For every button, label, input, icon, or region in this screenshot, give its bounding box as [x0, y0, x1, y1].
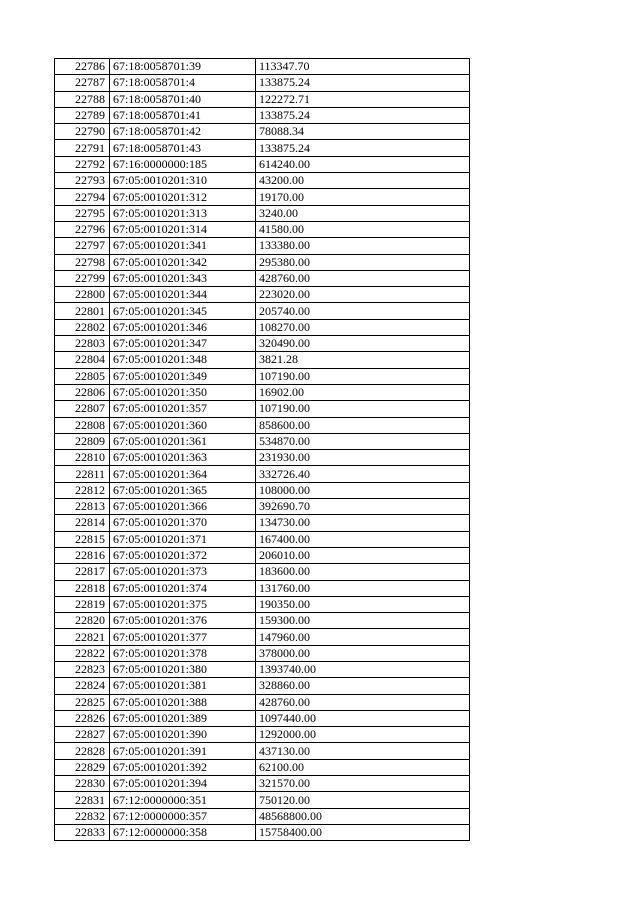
- value-cell: 614240.00: [256, 156, 470, 172]
- row-number-cell: 22813: [55, 499, 110, 515]
- cadastral-number-cell: 67:05:0010201:310: [110, 173, 256, 189]
- table-row: [55, 173, 470, 189]
- value-cell: 147960.00: [256, 629, 470, 645]
- cadastral-number-cell: 67:05:0010201:350: [110, 384, 256, 400]
- row-number-cell: 22792: [55, 156, 110, 172]
- table-row: [55, 124, 470, 140]
- value-cell: 858600.00: [256, 417, 470, 433]
- value-cell: 392690.70: [256, 499, 470, 515]
- value-cell: 321570.00: [256, 776, 470, 792]
- value-cell: 428760.00: [256, 270, 470, 286]
- table-row: [55, 792, 470, 808]
- row-number-cell: 22812: [55, 482, 110, 498]
- row-number-cell: 22796: [55, 221, 110, 237]
- table-row: [55, 433, 470, 449]
- value-cell: 328860.00: [256, 678, 470, 694]
- cadastral-number-cell: 67:05:0010201:381: [110, 678, 256, 694]
- row-number-cell: 22800: [55, 287, 110, 303]
- cadastral-number-cell: 67:18:0058701:40: [110, 91, 256, 107]
- row-number-cell: 22825: [55, 694, 110, 710]
- row-number-cell: 22809: [55, 433, 110, 449]
- row-number-cell: 22794: [55, 189, 110, 205]
- row-number-cell: 22833: [55, 824, 110, 840]
- row-number-cell: 22814: [55, 515, 110, 531]
- cadastral-number-cell: 67:05:0010201:365: [110, 482, 256, 498]
- cadastral-number-cell: 67:05:0010201:347: [110, 336, 256, 352]
- table-row: [55, 547, 470, 563]
- cadastral-number-cell: 67:05:0010201:357: [110, 401, 256, 417]
- row-number-cell: 22816: [55, 547, 110, 563]
- cadastral-number-cell: 67:12:0000000:357: [110, 808, 256, 824]
- table-row: [55, 384, 470, 400]
- table-row: [55, 466, 470, 482]
- row-number-cell: 22811: [55, 466, 110, 482]
- row-number-cell: 22789: [55, 107, 110, 123]
- value-cell: 133875.24: [256, 140, 470, 156]
- cadastral-number-cell: 67:05:0010201:364: [110, 466, 256, 482]
- row-number-cell: 22797: [55, 238, 110, 254]
- row-number-cell: 22795: [55, 205, 110, 221]
- row-number-cell: 22823: [55, 661, 110, 677]
- value-cell: 437130.00: [256, 743, 470, 759]
- table-row: [55, 710, 470, 726]
- cadastral-number-cell: 67:05:0010201:374: [110, 580, 256, 596]
- table-row: [55, 140, 470, 156]
- cadastral-number-cell: 67:18:0058701:43: [110, 140, 256, 156]
- value-cell: 183600.00: [256, 564, 470, 580]
- table-row: [55, 645, 470, 661]
- row-number-cell: 22819: [55, 596, 110, 612]
- value-cell: 206010.00: [256, 547, 470, 563]
- cadastral-number-cell: 67:05:0010201:366: [110, 499, 256, 515]
- table-row: [55, 694, 470, 710]
- row-number-cell: 22807: [55, 401, 110, 417]
- table-row: [55, 727, 470, 743]
- row-number-cell: 22798: [55, 254, 110, 270]
- value-cell: 332726.40: [256, 466, 470, 482]
- cadastral-number-cell: 67:18:0058701:41: [110, 107, 256, 123]
- value-cell: 1393740.00: [256, 661, 470, 677]
- row-number-cell: 22830: [55, 776, 110, 792]
- row-number-cell: 22832: [55, 808, 110, 824]
- table-row: [55, 221, 470, 237]
- cadastral-number-cell: 67:05:0010201:361: [110, 433, 256, 449]
- row-number-cell: 22786: [55, 59, 110, 75]
- row-number-cell: 22799: [55, 270, 110, 286]
- row-number-cell: 22815: [55, 531, 110, 547]
- cadastral-number-cell: 67:05:0010201:377: [110, 629, 256, 645]
- value-cell: 78088.34: [256, 124, 470, 140]
- row-number-cell: 22824: [55, 678, 110, 694]
- value-cell: 133380.00: [256, 238, 470, 254]
- table-row: [55, 205, 470, 221]
- cadastral-number-cell: 67:05:0010201:375: [110, 596, 256, 612]
- row-number-cell: 22805: [55, 368, 110, 384]
- cadastral-number-cell: 67:05:0010201:388: [110, 694, 256, 710]
- row-number-cell: 22801: [55, 303, 110, 319]
- table-row: [55, 824, 470, 840]
- cadastral-number-cell: 67:05:0010201:378: [110, 645, 256, 661]
- cadastral-number-cell: 67:05:0010201:344: [110, 287, 256, 303]
- row-number-cell: 22791: [55, 140, 110, 156]
- table-row: [55, 352, 470, 368]
- row-number-cell: 22788: [55, 91, 110, 107]
- table-row: [55, 515, 470, 531]
- value-cell: 3821.28: [256, 352, 470, 368]
- table-row: [55, 75, 470, 91]
- row-number-cell: 22808: [55, 417, 110, 433]
- table-row: [55, 776, 470, 792]
- value-cell: 48568800.00: [256, 808, 470, 824]
- cadastral-number-cell: 67:05:0010201:313: [110, 205, 256, 221]
- cadastral-number-cell: 67:05:0010201:342: [110, 254, 256, 270]
- value-cell: 131760.00: [256, 580, 470, 596]
- cadastral-number-cell: 67:05:0010201:394: [110, 776, 256, 792]
- table-row: [55, 743, 470, 759]
- cadastral-number-cell: 67:05:0010201:390: [110, 727, 256, 743]
- cadastral-number-cell: 67:05:0010201:360: [110, 417, 256, 433]
- value-cell: 122272.71: [256, 91, 470, 107]
- table-row: [55, 596, 470, 612]
- row-number-cell: 22803: [55, 336, 110, 352]
- table-row: [55, 499, 470, 515]
- value-cell: 108000.00: [256, 482, 470, 498]
- table-row: [55, 270, 470, 286]
- table-row: [55, 59, 470, 75]
- cadastral-number-cell: 67:05:0010201:373: [110, 564, 256, 580]
- table-row: [55, 303, 470, 319]
- value-cell: 295380.00: [256, 254, 470, 270]
- cadastral-number-cell: 67:18:0058701:4: [110, 75, 256, 91]
- row-number-cell: 22822: [55, 645, 110, 661]
- data-table: [54, 58, 470, 841]
- row-number-cell: 22804: [55, 352, 110, 368]
- table-row: [55, 107, 470, 123]
- value-cell: 159300.00: [256, 613, 470, 629]
- cadastral-number-cell: 67:16:0000000:185: [110, 156, 256, 172]
- cadastral-number-cell: 67:05:0010201:391: [110, 743, 256, 759]
- value-cell: 378000.00: [256, 645, 470, 661]
- value-cell: 133875.24: [256, 107, 470, 123]
- row-number-cell: 22831: [55, 792, 110, 808]
- row-number-cell: 22802: [55, 319, 110, 335]
- value-cell: 107190.00: [256, 401, 470, 417]
- value-cell: 534870.00: [256, 433, 470, 449]
- value-cell: 1097440.00: [256, 710, 470, 726]
- table-row: [55, 450, 470, 466]
- cadastral-number-cell: 67:05:0010201:345: [110, 303, 256, 319]
- cadastral-number-cell: 67:05:0010201:372: [110, 547, 256, 563]
- row-number-cell: 22787: [55, 75, 110, 91]
- table-row: [55, 156, 470, 172]
- value-cell: 320490.00: [256, 336, 470, 352]
- value-cell: 231930.00: [256, 450, 470, 466]
- table-row: [55, 287, 470, 303]
- table-body: [55, 59, 470, 841]
- cadastral-number-cell: 67:05:0010201:370: [110, 515, 256, 531]
- table-row: [55, 189, 470, 205]
- table-row: [55, 564, 470, 580]
- cadastral-number-cell: 67:05:0010201:343: [110, 270, 256, 286]
- cadastral-number-cell: 67:05:0010201:376: [110, 613, 256, 629]
- value-cell: 108270.00: [256, 319, 470, 335]
- value-cell: 43200.00: [256, 173, 470, 189]
- row-number-cell: 22806: [55, 384, 110, 400]
- cadastral-number-cell: 67:18:0058701:42: [110, 124, 256, 140]
- value-cell: 428760.00: [256, 694, 470, 710]
- table-row: [55, 368, 470, 384]
- row-number-cell: 22793: [55, 173, 110, 189]
- table-row: [55, 254, 470, 270]
- value-cell: 134730.00: [256, 515, 470, 531]
- value-cell: 3240.00: [256, 205, 470, 221]
- cadastral-number-cell: 67:05:0010201:349: [110, 368, 256, 384]
- table-row: [55, 482, 470, 498]
- cadastral-number-cell: 67:05:0010201:348: [110, 352, 256, 368]
- cadastral-number-cell: 67:05:0010201:380: [110, 661, 256, 677]
- row-number-cell: 22817: [55, 564, 110, 580]
- row-number-cell: 22827: [55, 727, 110, 743]
- row-number-cell: 22828: [55, 743, 110, 759]
- value-cell: 107190.00: [256, 368, 470, 384]
- cadastral-number-cell: 67:05:0010201:363: [110, 450, 256, 466]
- value-cell: 16902.00: [256, 384, 470, 400]
- value-cell: 41580.00: [256, 221, 470, 237]
- value-cell: 223020.00: [256, 287, 470, 303]
- table-row: [55, 417, 470, 433]
- row-number-cell: 22818: [55, 580, 110, 596]
- table-row: [55, 808, 470, 824]
- value-cell: 113347.70: [256, 59, 470, 75]
- table-row: [55, 319, 470, 335]
- value-cell: 133875.24: [256, 75, 470, 91]
- value-cell: 190350.00: [256, 596, 470, 612]
- cadastral-number-cell: 67:18:0058701:39: [110, 59, 256, 75]
- table-row: [55, 238, 470, 254]
- row-number-cell: 22810: [55, 450, 110, 466]
- row-number-cell: 22820: [55, 613, 110, 629]
- table-row: [55, 678, 470, 694]
- table-row: [55, 661, 470, 677]
- cadastral-number-cell: 67:05:0010201:371: [110, 531, 256, 547]
- table-row: [55, 531, 470, 547]
- value-cell: 19170.00: [256, 189, 470, 205]
- cadastral-number-cell: 67:05:0010201:312: [110, 189, 256, 205]
- cadastral-number-cell: 67:05:0010201:341: [110, 238, 256, 254]
- cadastral-number-cell: 67:05:0010201:314: [110, 221, 256, 237]
- table-row: [55, 629, 470, 645]
- table-row: [55, 580, 470, 596]
- cadastral-number-cell: 67:12:0000000:351: [110, 792, 256, 808]
- row-number-cell: 22790: [55, 124, 110, 140]
- row-number-cell: 22826: [55, 710, 110, 726]
- cadastral-number-cell: 67:05:0010201:392: [110, 759, 256, 775]
- value-cell: 205740.00: [256, 303, 470, 319]
- value-cell: 1292000.00: [256, 727, 470, 743]
- value-cell: 167400.00: [256, 531, 470, 547]
- cadastral-number-cell: 67:05:0010201:346: [110, 319, 256, 335]
- table-row: [55, 613, 470, 629]
- value-cell: 750120.00: [256, 792, 470, 808]
- row-number-cell: 22829: [55, 759, 110, 775]
- table-row: [55, 401, 470, 417]
- table-row: [55, 759, 470, 775]
- table-row: [55, 336, 470, 352]
- row-number-cell: 22821: [55, 629, 110, 645]
- value-cell: 62100.00: [256, 759, 470, 775]
- cadastral-number-cell: 67:12:0000000:358: [110, 824, 256, 840]
- value-cell: 15758400.00: [256, 824, 470, 840]
- cadastral-number-cell: 67:05:0010201:389: [110, 710, 256, 726]
- table-row: [55, 91, 470, 107]
